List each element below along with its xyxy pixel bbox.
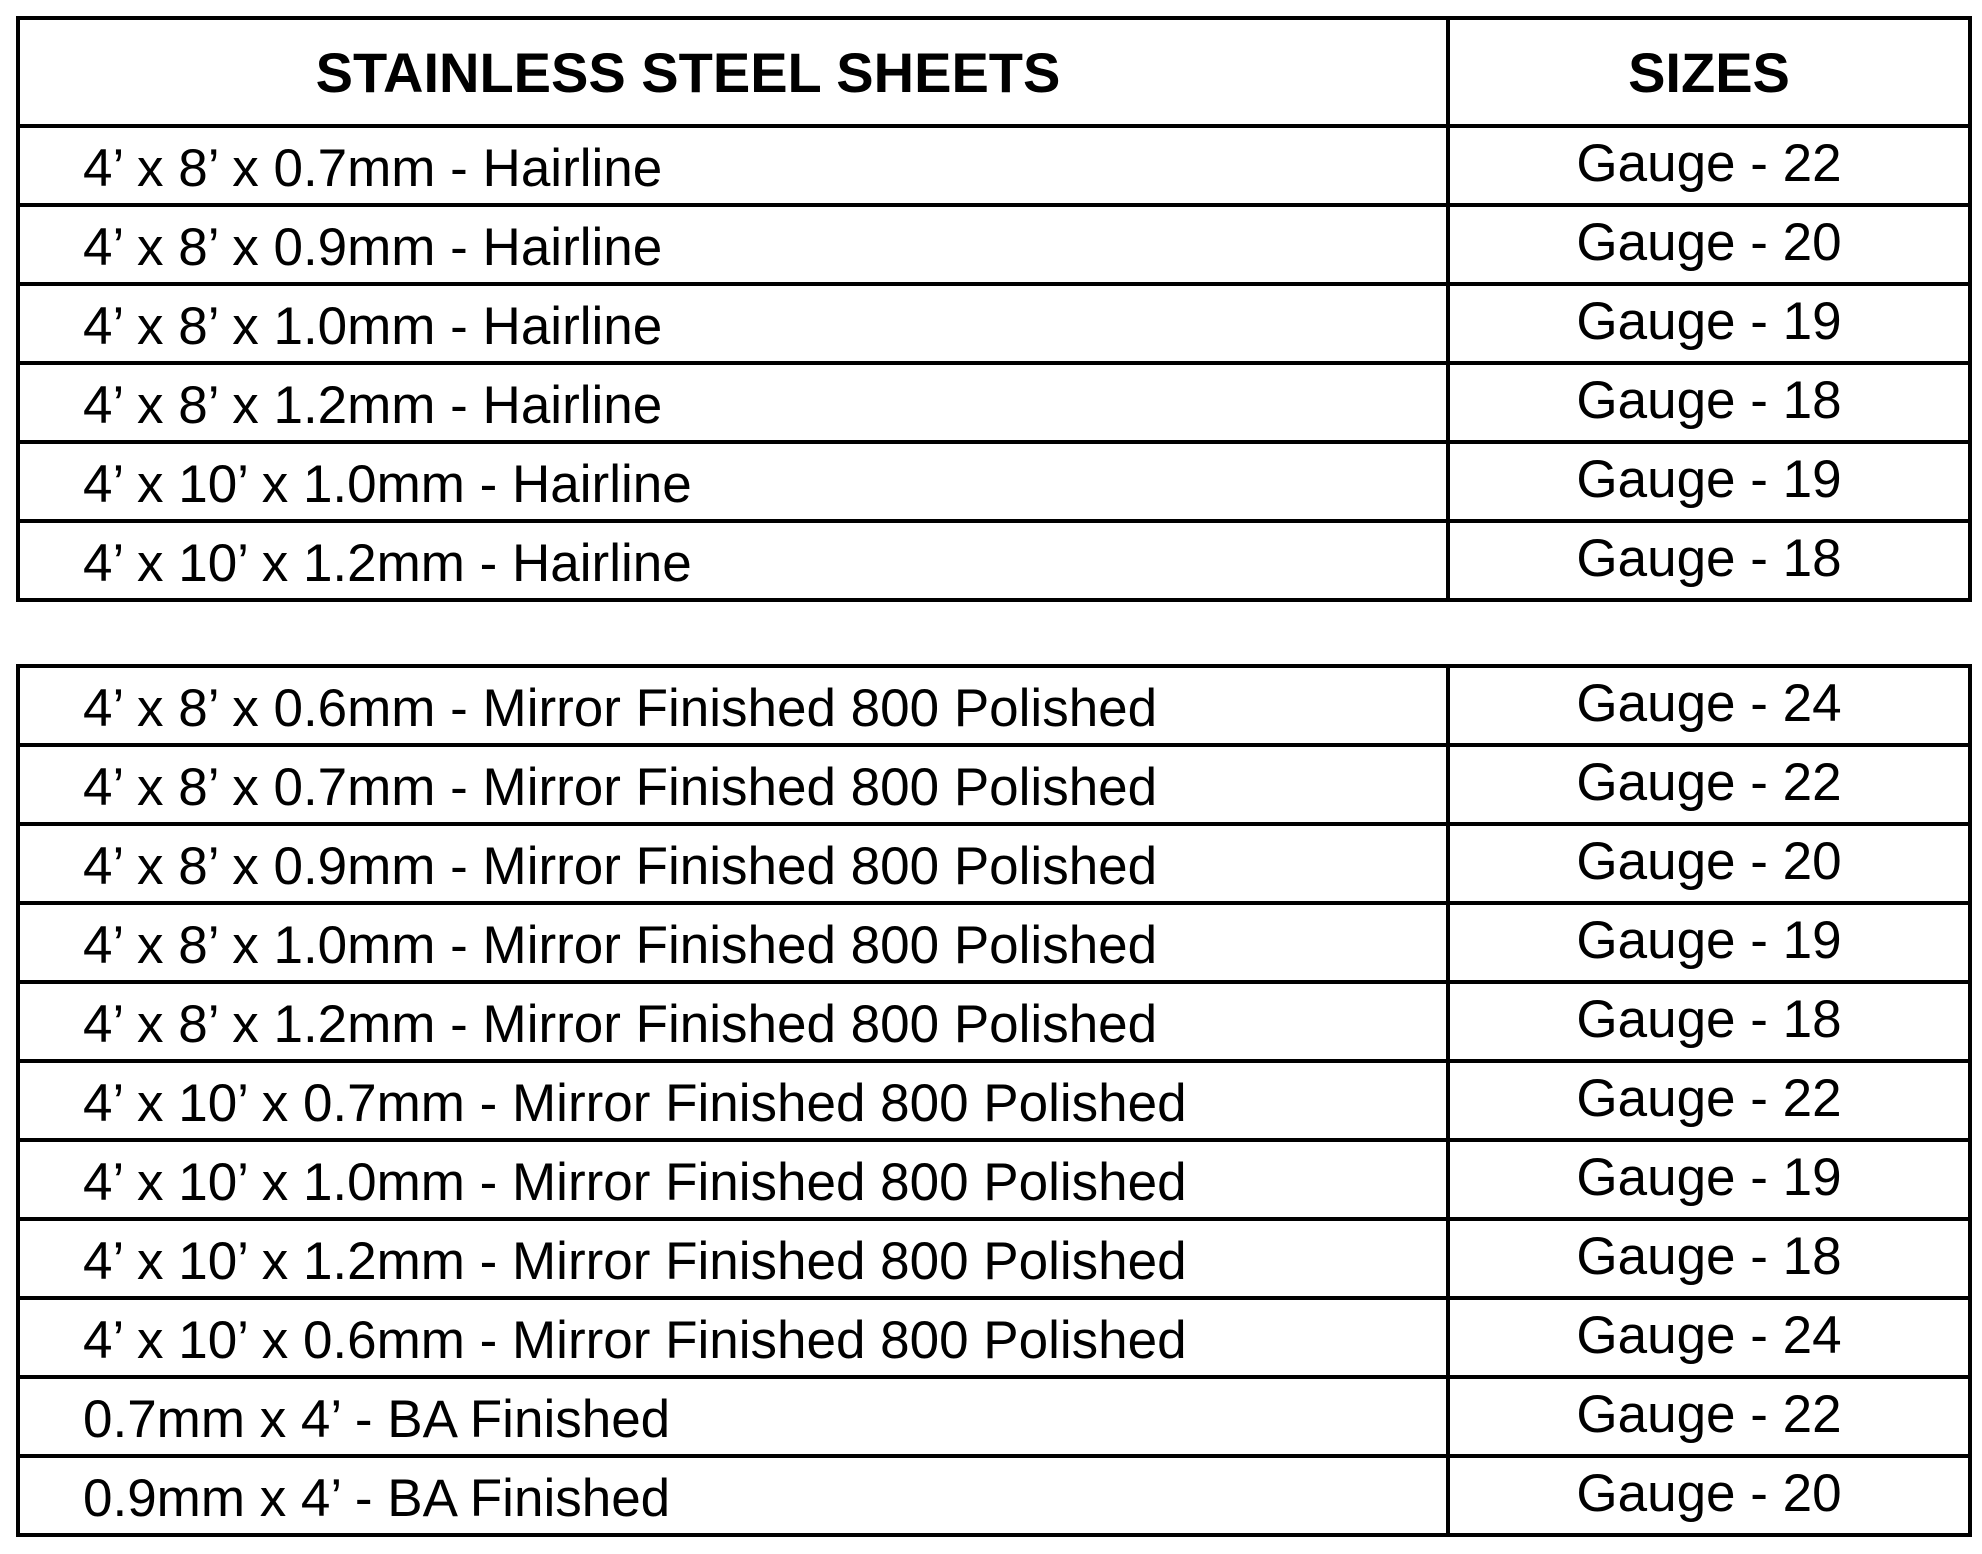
sheet-description: 4’ x 8’ x 1.0mm - Mirror Finished 800 Polished [18, 903, 1448, 982]
table-row [18, 1298, 1970, 1377]
table-row [18, 442, 1970, 521]
sheet-gauge: Gauge - 24 [1448, 666, 1970, 745]
sheet-description: 4’ x 10’ x 1.0mm - Hairline [18, 442, 1448, 521]
table-row [18, 982, 1970, 1061]
table-row [18, 666, 1970, 745]
sheet-gauge: Gauge - 18 [1448, 982, 1970, 1061]
table-row [18, 1377, 1970, 1456]
sheet-description: 4’ x 10’ x 1.2mm - Hairline [18, 521, 1448, 600]
table-row [18, 903, 1970, 982]
sheet-gauge: Gauge - 22 [1448, 1377, 1970, 1456]
sheet-description: 4’ x 10’ x 1.2mm - Mirror Finished 800 Polished [18, 1219, 1448, 1298]
table-row [18, 824, 1970, 903]
table-header-row [18, 18, 1970, 126]
table-row [18, 1456, 1970, 1535]
sheet-description: 4’ x 8’ x 0.9mm - Hairline [18, 205, 1448, 284]
table-row [18, 284, 1970, 363]
sheet-description: 0.7mm x 4’ - BA Finished [18, 1377, 1448, 1456]
sheet-gauge: Gauge - 22 [1448, 126, 1970, 205]
hairline-sheets-table [16, 16, 1972, 602]
sheet-gauge: Gauge - 24 [1448, 1298, 1970, 1377]
sheet-gauge: Gauge - 19 [1448, 284, 1970, 363]
sheet-gauge: Gauge - 19 [1448, 442, 1970, 521]
sheet-description: 4’ x 8’ x 0.7mm - Mirror Finished 800 Polished [18, 745, 1448, 824]
sheet-description: 4’ x 8’ x 0.6mm - Mirror Finished 800 Polished [18, 666, 1448, 745]
sheet-gauge: Gauge - 20 [1448, 1456, 1970, 1535]
sheet-description: 4’ x 8’ x 0.9mm - Mirror Finished 800 Polished [18, 824, 1448, 903]
mirror-ba-sheets-table [16, 664, 1972, 1537]
sheet-description: 4’ x 8’ x 1.2mm - Hairline [18, 363, 1448, 442]
sheet-description: 4’ x 8’ x 1.2mm - Mirror Finished 800 Polished [18, 982, 1448, 1061]
sheet-description: 4’ x 10’ x 0.7mm - Mirror Finished 800 Polished [18, 1061, 1448, 1140]
table-row [18, 363, 1970, 442]
table-row [18, 205, 1970, 284]
table-row [18, 745, 1970, 824]
table-row [18, 1140, 1970, 1219]
table-row [18, 1219, 1970, 1298]
table-row [18, 1061, 1970, 1140]
sheet-description: 0.9mm x 4’ - BA Finished [18, 1456, 1448, 1535]
sheet-description: 4’ x 8’ x 0.7mm - Hairline [18, 126, 1448, 205]
table-row [18, 126, 1970, 205]
sheet-gauge: Gauge - 22 [1448, 745, 1970, 824]
sheet-gauge: Gauge - 20 [1448, 205, 1970, 284]
sheet-description: 4’ x 10’ x 0.6mm - Mirror Finished 800 Polished [18, 1298, 1448, 1377]
table-row [18, 521, 1970, 600]
sheet-gauge: Gauge - 19 [1448, 1140, 1970, 1219]
sheet-gauge: Gauge - 18 [1448, 363, 1970, 442]
sheet-gauge: Gauge - 22 [1448, 1061, 1970, 1140]
sheet-gauge: Gauge - 20 [1448, 824, 1970, 903]
sheet-description: 4’ x 10’ x 1.0mm - Mirror Finished 800 Polished [18, 1140, 1448, 1219]
sheet-description: 4’ x 8’ x 1.0mm - Hairline [18, 284, 1448, 363]
product-column-header: STAINLESS STEEL SHEETS [18, 18, 1448, 126]
sizes-column-header: SIZES [1448, 18, 1970, 126]
sheet-gauge: Gauge - 18 [1448, 521, 1970, 600]
sheet-gauge: Gauge - 19 [1448, 903, 1970, 982]
sheet-gauge: Gauge - 18 [1448, 1219, 1970, 1298]
